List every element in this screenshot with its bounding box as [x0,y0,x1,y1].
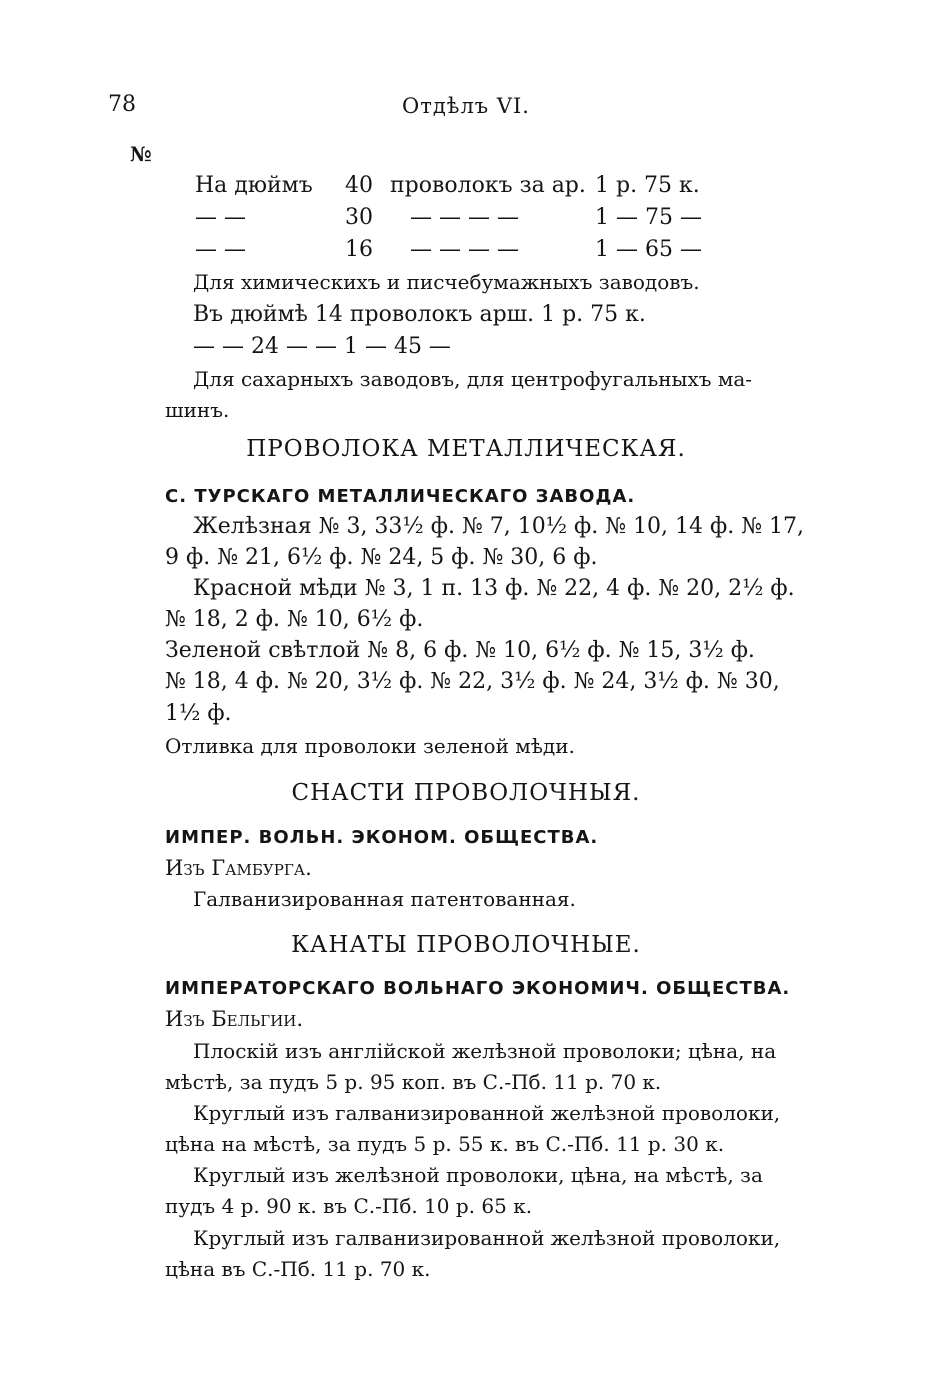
number-mark: № [130,142,152,166]
section-title-wire-ropes: КАНАТЫ ПРОВОЛОЧНЫЕ. [291,932,641,958]
exhibitor-free-economic-society: ИМПЕР. ВОЛЬН. ЭКОНОМ. ОБЩЕСТВА. [165,827,599,848]
table-cell: — — — — [410,205,519,230]
list-item: Галванизированная патентованная. [193,887,576,911]
list-item: Круглый изъ желѣзной проволоки, цѣна, на мѣстѣ, за [193,1163,763,1187]
list-item: № 18, 2 ф. № 10, 6½ ф. [165,607,424,632]
table-cell: 1 — 75 — [595,205,702,230]
page-number: 78 [108,92,136,117]
table-cell: — — [195,205,246,230]
list-item: Зеленой свѣтлой № 8, 6 ф. № 10, 6½ ф. № 15, 3½ ф. [165,638,755,663]
inch-row-2: — — 24 — — 1 — 45 — [193,334,451,359]
sugar-plants-note: Для сахарныхъ заводовъ, для центрофугальныхъ ма- [193,367,753,391]
list-item: пудъ 4 р. 90 к. въ С.-Пб. 10 р. 65 к. [165,1194,533,1218]
list-item: 9 ф. № 21, 6½ ф. № 24, 5 ф. № 30, 6 ф. [165,545,598,570]
sugar-plants-note-cont: шинъ. [165,398,230,422]
table-cell: На дюймъ [195,173,313,198]
table-cell: 40 [345,173,373,198]
list-item: Круглый изъ галванизированной желѣзной проволоки, [193,1226,781,1250]
exhibitor-tursky: С. ТУРСКАГО МЕТАЛЛИЧЕСКАГО ЗАВОДА. [165,486,636,507]
section-title-metal-wire: ПРОВОЛОКА МЕТАЛЛИЧЕСКАЯ. [246,436,686,462]
list-item: цѣна въ С.-Пб. 11 р. 70 к. [165,1257,431,1281]
list-item: мѣстѣ, за пудъ 5 р. 95 коп. въ С.-Пб. 11 р. 70 к. [165,1070,662,1094]
list-item: Красной мѣди № 3, 1 п. 13 ф. № 22, 4 ф. № 20, 2½ ф. [193,576,795,601]
chemical-plants-note: Для химическихъ и писчебумажныхъ заводовъ. [193,270,700,294]
origin-hamburg: Изъ Гамбурга. [165,856,312,880]
list-item: 1½ ф. [165,701,232,726]
list-item: цѣна на мѣстѣ, за пудъ 5 р. 55 к. въ С.-Пб. 11 р. 30 к. [165,1132,725,1156]
table-cell: 1 — 65 — [595,237,702,262]
table-cell: 16 [345,237,373,262]
section-title-wire-rigging: СНАСТИ ПРОВОЛОЧНЫЯ. [291,780,641,806]
list-item: Круглый изъ галванизированной желѣзной проволоки, [193,1101,781,1125]
list-item: Отливка для проволоки зеленой мѣди. [165,734,575,758]
list-item: Плоскій изъ англійской желѣзной проволоки; цѣна, на [193,1039,777,1063]
inch-row-1: Въ дюймѣ 14 проволокъ арш. 1 р. 75 к. [193,302,646,327]
page-header: Отдѣлъ VI. [402,94,530,118]
table-cell: — — [195,237,246,262]
list-item: № 18, 4 ф. № 20, 3½ ф. № 22, 3½ ф. № 24, 3½ ф. № 30, [165,669,780,694]
table-cell: проволокъ за ар. [390,173,586,198]
table-cell: 1 р. 75 к. [595,173,700,198]
table-cell: — — — — [410,237,519,262]
exhibitor-imperial-free-economic-society: ИМПЕРАТОРСКАГО ВОЛЬНАГО ЭКОНОМИЧ. ОБЩЕСТВА. [165,978,791,999]
table-cell: 30 [345,205,373,230]
list-item: Желѣзная № 3, 33½ ф. № 7, 10½ ф. № 10, 14 ф. № 17, [193,514,805,539]
origin-belgium: Изъ Бельгии. [165,1007,304,1031]
